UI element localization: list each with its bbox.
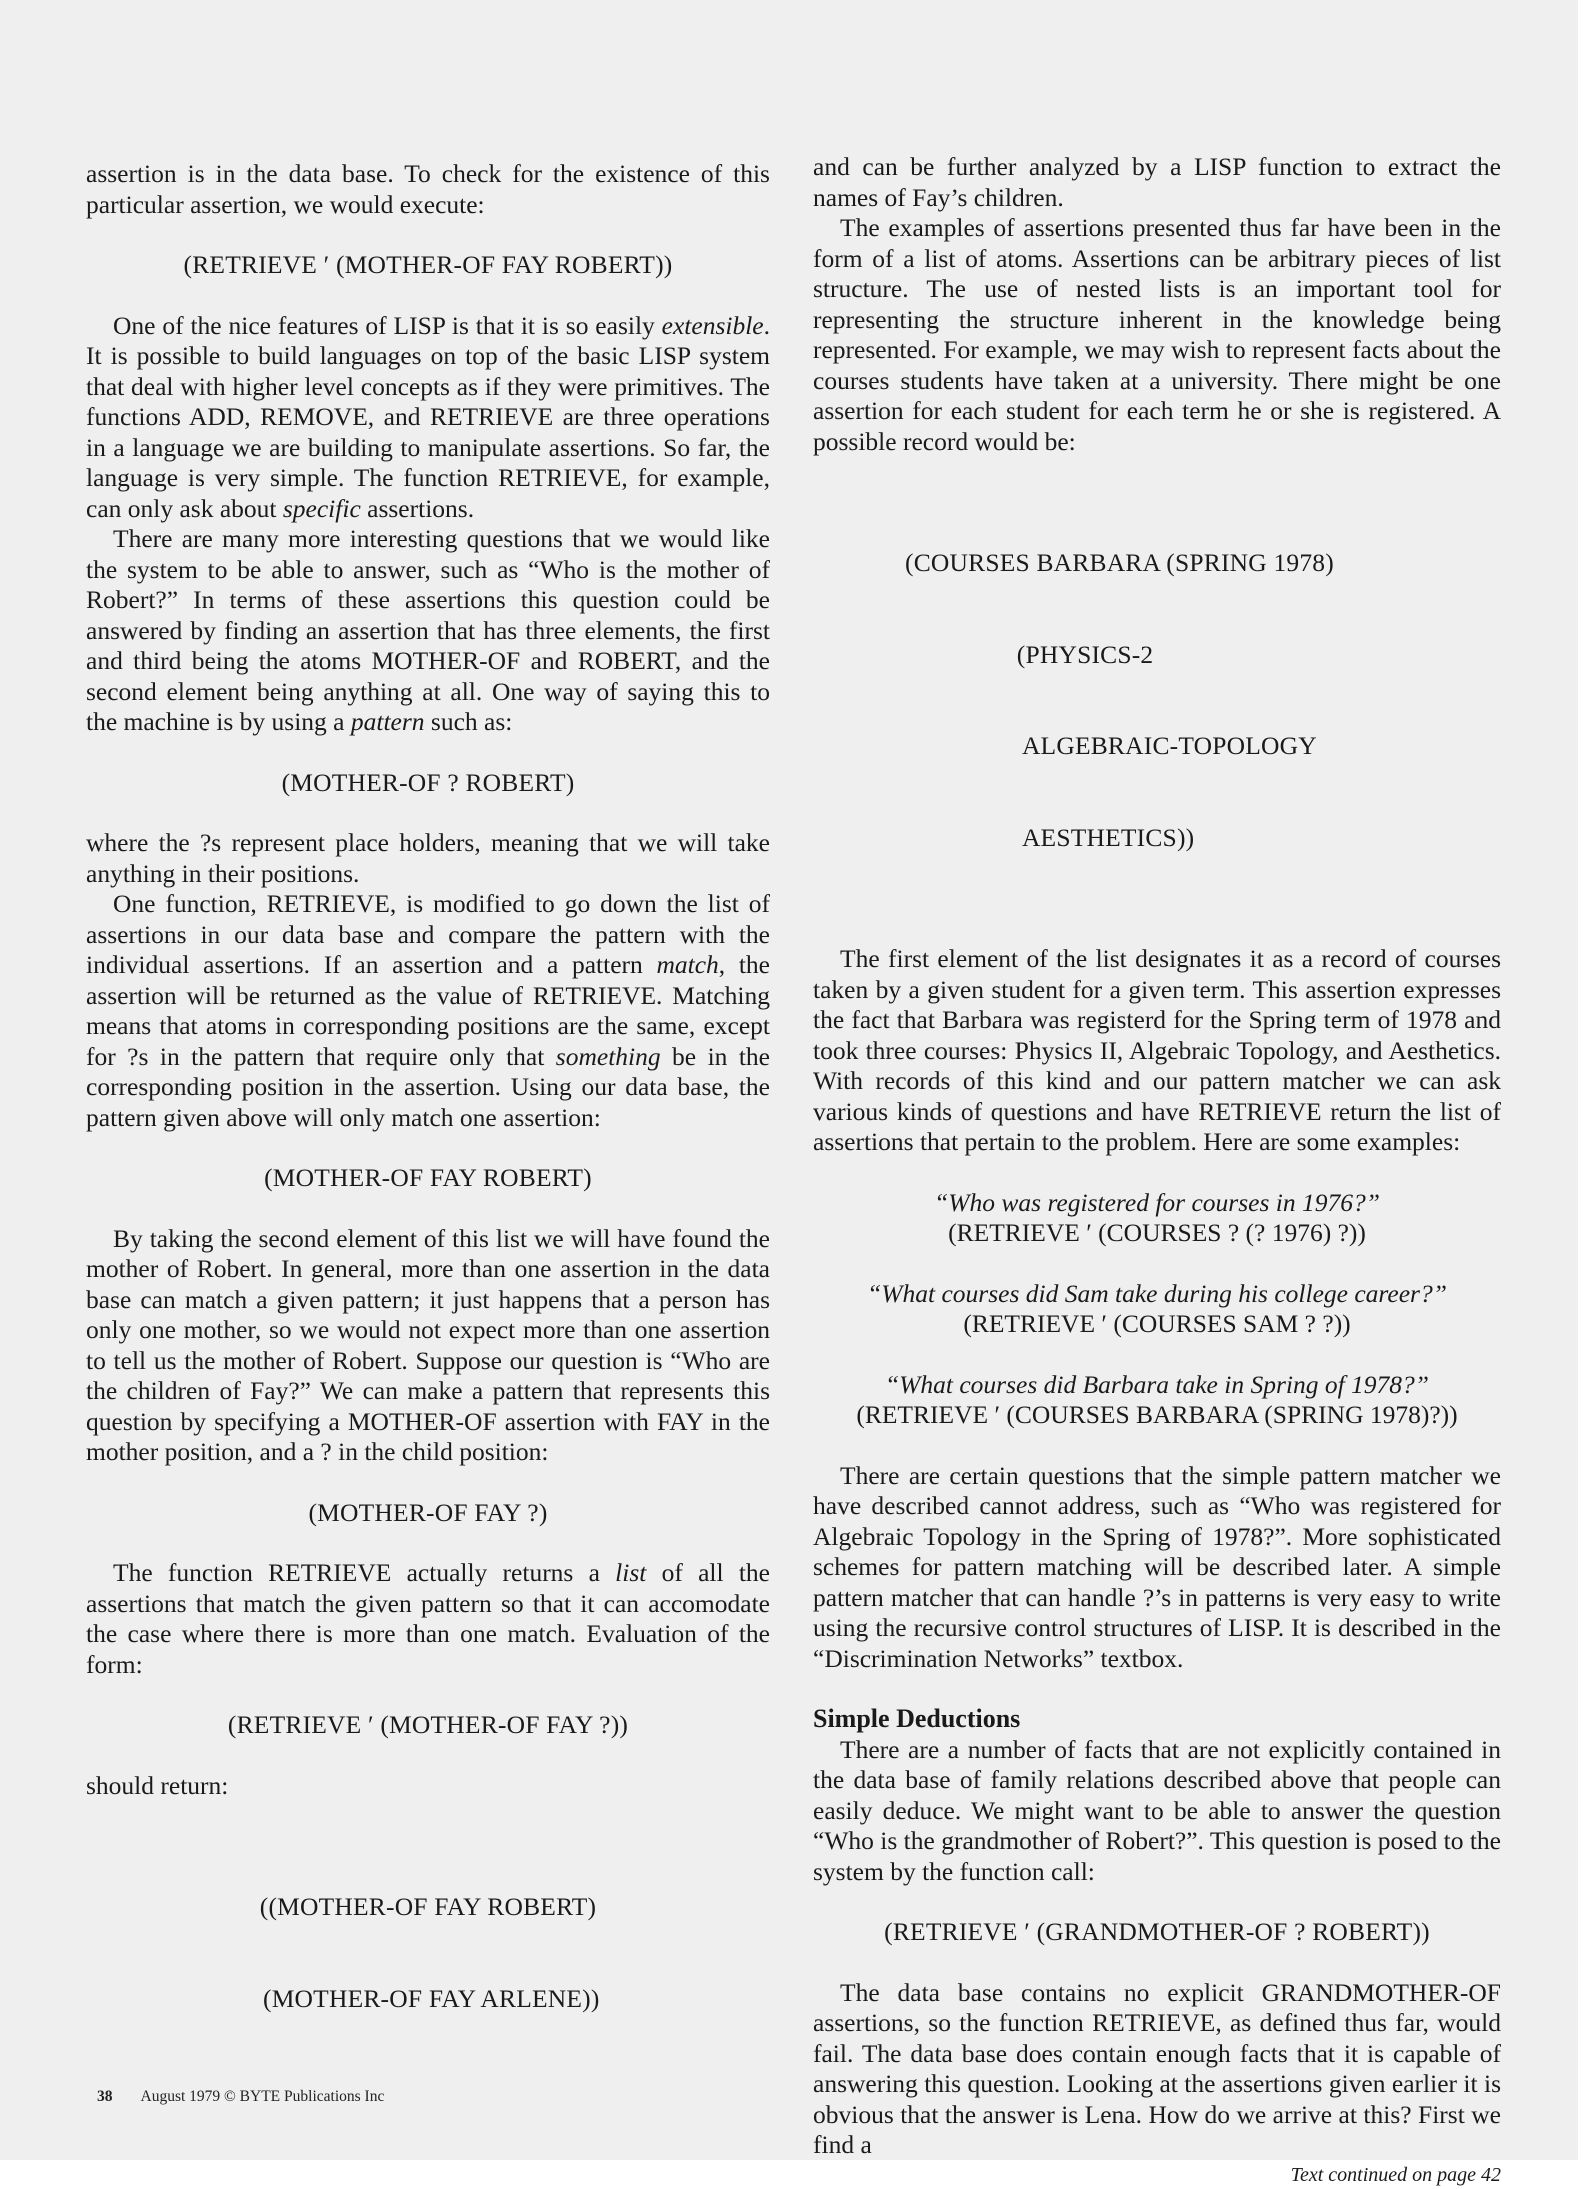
left-column	[86, 159, 770, 2075]
text-run: There are many more interesting questions that we would like the system to be able to answer, such as “Who is the mother of Robert?” In terms of these assertions this question could be answered by finding an assertion that has three elements, the first and third being the atoms MOTHER-OF and ROBERT, and the second element being anything at all. One way of saying this to the machine is by using a	[86, 524, 770, 736]
paragraph: should return:	[86, 1770, 229, 1800]
page-number: 38	[97, 2088, 113, 2105]
example-code: (RETRIEVE ′ (COURSES SAM ? ?))	[963, 1309, 1351, 1338]
example-query	[813, 1188, 1501, 1249]
example-question: “What courses did Sam take during his college career?”	[867, 1278, 1447, 1308]
text-run: . It is possible to build languages on top of the basic LISP system that deal with higher level concepts as if they were primitives. The functions ADD, REMOVE, and RETRIEVE are three operations in a language we are building to manipulate assertions. So far, the language is very simple. The function RETRIEVE, for example, can only ask about	[86, 310, 770, 523]
emphasis: pattern	[350, 707, 425, 736]
continuation-note: Text continued on page 42	[1290, 2163, 1501, 2186]
paragraph: There are certain questions that the simple pattern matcher we have described cannot address, such as “Who was registered for Algebraic Topology in the Spring of 1978?”. More sophisticated schemes for pattern matching will be described later. A simple pattern matcher that can handle ?’s in patterns is very easy to write using the recursive control structures of LISP. It is described in the “Discrimination Networks” textbox.	[813, 1460, 1501, 1673]
example-query	[813, 1279, 1501, 1340]
example-code: (RETRIEVE ′ (COURSES BARBARA (SPRING 1978)?))	[856, 1400, 1458, 1429]
paragraph	[86, 311, 770, 525]
text-run: of all the assertions that match the given pattern so that it can accomodate the case where there is more than one match. Evaluation of the form:	[86, 1558, 770, 1679]
emphasis: extensible	[661, 310, 764, 340]
example-code: (RETRIEVE ′ (COURSES ? (? 1976) ?))	[948, 1218, 1366, 1247]
example-question: “Who was registered for courses in 1976?”	[934, 1187, 1380, 1217]
code-retrieve-mother-of-fay-robert: (RETRIEVE ′ (MOTHER-OF FAY ROBERT))	[183, 250, 673, 279]
example-query	[813, 1370, 1501, 1431]
code-courses-record	[905, 487, 1501, 914]
footer-credit: August 1979 © BYTE Publications Inc	[140, 2088, 385, 2105]
paragraph: There are a number of facts that are not explicitly contained in the data base of family relations described above that people can easily deduce. We might want to be able to answer the question “Who is the grandmother of Robert?”. This question is posed to the system by the function call:	[813, 1734, 1501, 1886]
code-result-list	[86, 1831, 770, 2075]
text-run: One of the nice features of LISP is that it is so easily	[113, 310, 662, 340]
text-run: One function, RETRIEVE, is modified to go down the list of assertions in our data base and compare the pattern with the individual assertions. If an assertion and a pattern	[86, 889, 770, 979]
code-line: AESTHETICS))	[905, 822, 1195, 852]
code-line: (COURSES BARBARA (SPRING 1978)	[905, 548, 1334, 577]
right-column	[813, 152, 1501, 2189]
paragraph: where the ?s represent place holders, meaning that we will take anything in their positions.	[86, 828, 770, 888]
paragraph: The first element of the list designates it as a record of courses taken by a given student for a given term. This assertion expresses the fact that Barbara was registerd for the Spring term of 1978 and took three courses: Physics II, Algebraic Topology, and Aesthetics. With records of this kind and our pattern matcher we can ask various kinds of questions and have RETRIEVE return the list of assertions that pertain to the problem. Here are some examples:	[813, 944, 1501, 1156]
section-heading: Simple Deductions	[813, 1704, 1021, 1733]
paragraph: By taking the second element of this list we will have found the mother of Robert. In general, more than one assertion in the data base can match a given pattern; it just happens that a person has only one mother, so we would not expect more than one assertion to tell us the mother of Robert. Suppose our question is “Who are the children of Fay?” We can make a pattern that represents this question by specifying a MOTHER-OF assertion with FAY in the mother position, and a ? in the child position:	[86, 1223, 770, 1466]
code-mother-of-fay-pattern: (MOTHER-OF FAY ?)	[308, 1497, 548, 1527]
text-run: assertions.	[360, 493, 475, 523]
code-mother-of-pattern: (MOTHER-OF ? ROBERT)	[281, 767, 575, 797]
spacer	[813, 1158, 1501, 1188]
paragraph: and can be further analyzed by a LISP function to extract the names of Fay’s children.	[813, 152, 1501, 212]
code-retrieve-mother-of-fay: (RETRIEVE ′ (MOTHER-OF FAY ?))	[227, 1710, 629, 1739]
example-question: “What courses did Barbara take in Spring of 1978?”	[884, 1369, 1429, 1399]
text-run: The function RETRIEVE actually returns a	[113, 1558, 616, 1587]
text-run: such as:	[424, 707, 513, 736]
code-line: ((MOTHER-OF FAY ROBERT)	[259, 1892, 597, 1921]
code-line: (PHYSICS-2	[905, 639, 1154, 669]
paragraph: The examples of assertions presented thus far have been in the form of a list of atoms. Assertions can be arbitrary pieces of list structure. The use of nested lists is an important tool for representing the structure inherent in the knowledge being represented. For example, we may wish to represent facts about the courses students have taken at a university. There might be one assertion for each student for each term he or she is registered. A possible record would be:	[813, 213, 1501, 456]
page-footer	[97, 2088, 384, 2106]
emphasis: something	[555, 1041, 661, 1071]
paragraph: assertion is in the data base. To check for the existence of this particular assertion, we would execute:	[86, 159, 770, 219]
text-run: , the assertion will be returned as the value of RETRIEVE. Matching means that atoms in corresponding positions are the same, except for ?s in the pattern that require only that	[86, 950, 770, 1071]
paragraph	[86, 524, 770, 738]
text-run: be in the corresponding position in the assertion. Using our data base, the pattern given above will only match one assertion:	[86, 1041, 770, 1132]
paragraph	[86, 889, 770, 1133]
code-retrieve-grandmother-of: (RETRIEVE ′ (GRANDMOTHER-OF ? ROBERT))	[884, 1917, 1430, 1946]
code-mother-of-fay-robert: (MOTHER-OF FAY ROBERT)	[264, 1163, 592, 1192]
code-line: ALGEBRAIC-TOPOLOGY	[905, 731, 1317, 760]
emphasis: specific	[282, 493, 361, 523]
emphasis: match	[656, 950, 719, 979]
emphasis: list	[615, 1558, 647, 1587]
paragraph: The data base contains no explicit GRANDMOTHER-OF assertions, so the function RETRIEVE, as defined thus far, would fail. The data base does contain enough facts that it is capable of answering this question. Looking at the assertions given earlier it is obvious that the answer is Lena. How do we arrive at this? First we find a	[813, 1977, 1501, 2159]
paragraph	[86, 1558, 770, 1680]
code-line: (MOTHER-OF FAY ARLENE))	[256, 1983, 600, 2013]
